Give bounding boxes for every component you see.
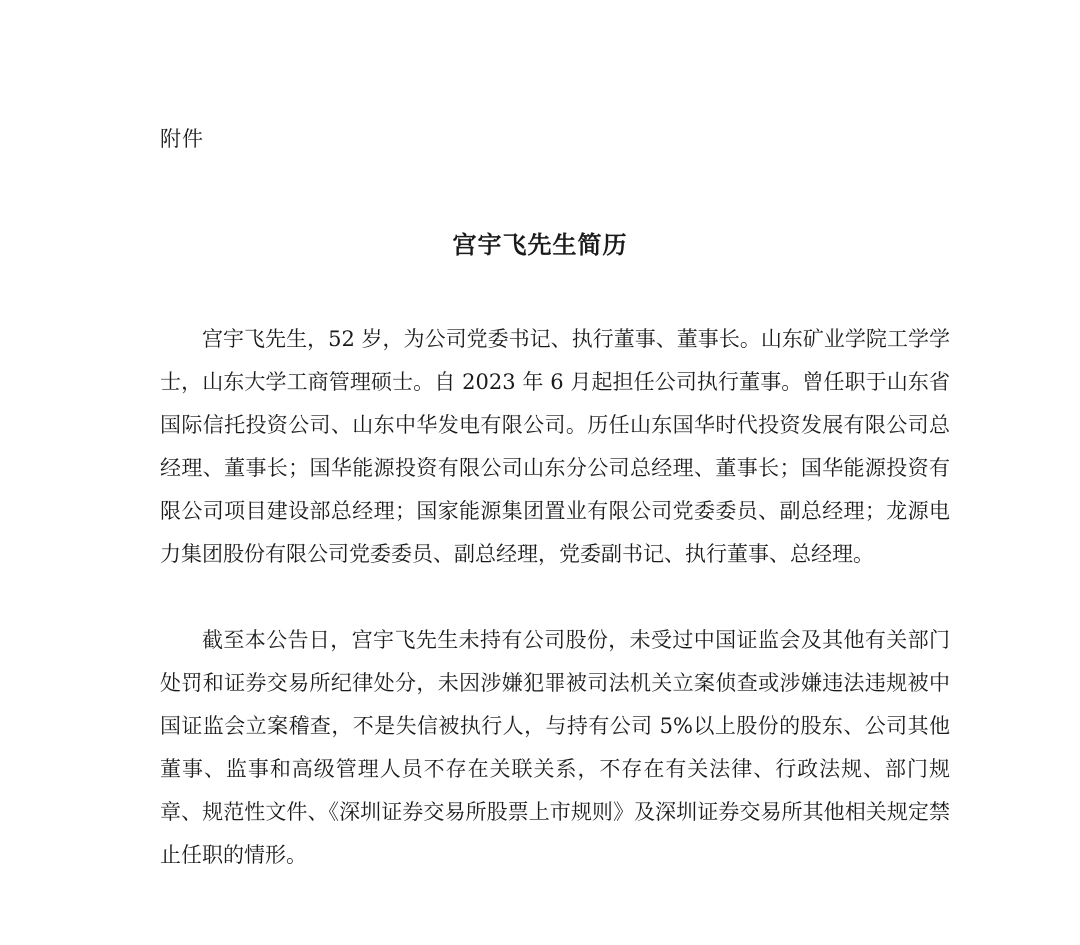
disclosure-paragraph: 截至本公告日，宫宇飞先生未持有公司股份，未受过中国证监会及其他有关部门处罚和证券交易所纪律处分，未因涉嫌犯罪被司法机关立案侦查或涉嫌违法违规被中国证监会立案稽查，不是失信被执行人，与持有公司 5%以上股份的股东、公司其他董事、监事和高级管理人员不存在关联关系，不存在有关法律、行政法规、部门规章、规范性文件、《深圳证券交易所股票上市规则》及深圳证券交易所其他相关规定禁止任职的情形。: [160, 628, 950, 867]
document-title: 宫宇飞先生简历: [452, 231, 628, 259]
resume-paragraph: 宫宇飞先生，52 岁，为公司党委书记、执行董事、董事长。山东矿业学院工学学士，山东大学工商管理硕士。自 2023 年 6 月起担任公司执行董事。曾任职于山东省国际信托投资公司、山东中华发电有限公司。历任山东国华时代投资发展有限公司总经理、董事长；国华能源投资有限公司山东分公司总经理、董事长；国华能源投资有限公司项目建设部总经理；国家能源集团置业有限公司党委委员、副总经理；龙源电力集团股份有限公司党委委员、副总经理，党委副书记、执行董事、总经理。: [160, 327, 950, 566]
attachment-label: 附件: [160, 127, 204, 151]
